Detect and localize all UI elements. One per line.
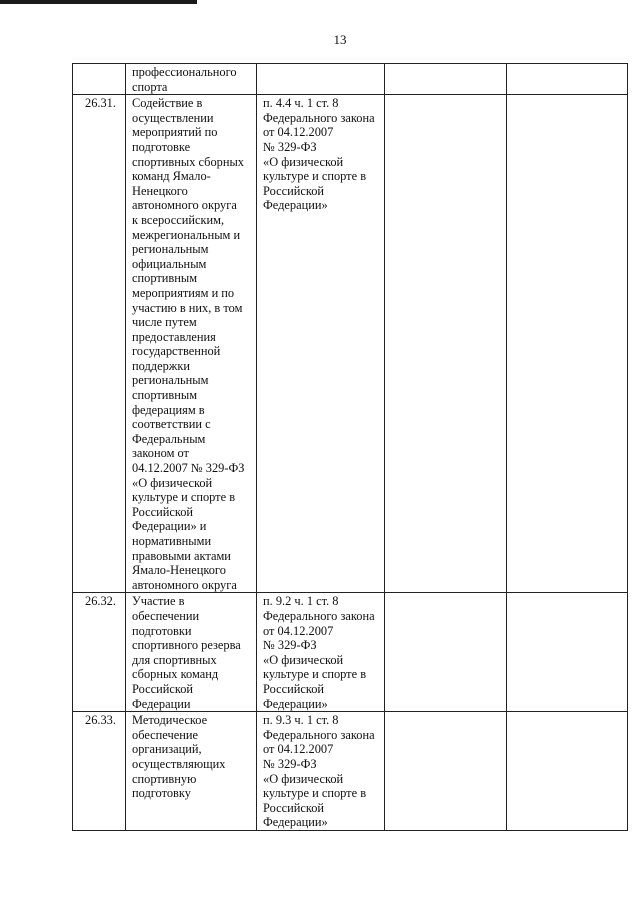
authority-text-cell: Методическое обеспечение организаций, осуществляющих спортивную подготовку [126, 712, 257, 831]
row-number-cell [73, 64, 126, 95]
empty-cell-col5 [507, 95, 628, 593]
legal-basis-cell: п. 4.4 ч. 1 ст. 8 Федерального закона от 04.12.2007 № 329-ФЗ «О физической культуре и спорте в Российской Федерации» [257, 95, 385, 593]
table-row [73, 712, 628, 831]
legal-basis-cell: п. 9.3 ч. 1 ст. 8 Федерального закона от 04.12.2007 № 329-ФЗ «О физической культуре и спорте в Российской Федерации» [257, 712, 385, 831]
authority-text-cell: Участие в обеспечении подготовки спортивного резерва для спортивных сборных команд Российской Федерации [126, 593, 257, 712]
empty-cell-col4 [385, 712, 507, 831]
page-number: 13 [333, 32, 347, 47]
empty-cell-col5 [507, 712, 628, 831]
powers-table [72, 63, 628, 831]
row-number-cell: 26.31. [73, 95, 126, 593]
table-row [73, 95, 628, 593]
legal-basis-cell: п. 9.2 ч. 1 ст. 8 Федерального закона от 04.12.2007 № 329-ФЗ «О физической культуре и спорте в Российской Федерации» [257, 593, 385, 712]
legal-basis-cell [257, 64, 385, 95]
scan-edge-bar [0, 0, 197, 4]
row-number-cell: 26.32. [73, 593, 126, 712]
empty-cell-col5 [507, 593, 628, 712]
row-number-cell: 26.33. [73, 712, 126, 831]
authority-text-cell: профессионального спорта [126, 64, 257, 95]
table-row [73, 64, 628, 95]
empty-cell-col4 [385, 593, 507, 712]
authority-text-cell: Содействие в осуществлении мероприятий по подготовке спортивных сборных команд Ямало- Ненецкого автономного округа к всероссийским, межрегиональным и региональным официальным спортивным мероприятиям и по участию в них, в том числе путем предоставления государственной поддержки региональным спортивным федерациям в соответствии с Федеральным законом от 04.12.2007 № 329-ФЗ «О физической культуре и спорте в Российской Федерации» и нормативными правовыми актами Ямало-Ненецкого автономного округа [126, 95, 257, 593]
empty-cell-col5 [507, 64, 628, 95]
empty-cell-col4 [385, 95, 507, 593]
table-row [73, 593, 628, 712]
empty-cell-col4 [385, 64, 507, 95]
